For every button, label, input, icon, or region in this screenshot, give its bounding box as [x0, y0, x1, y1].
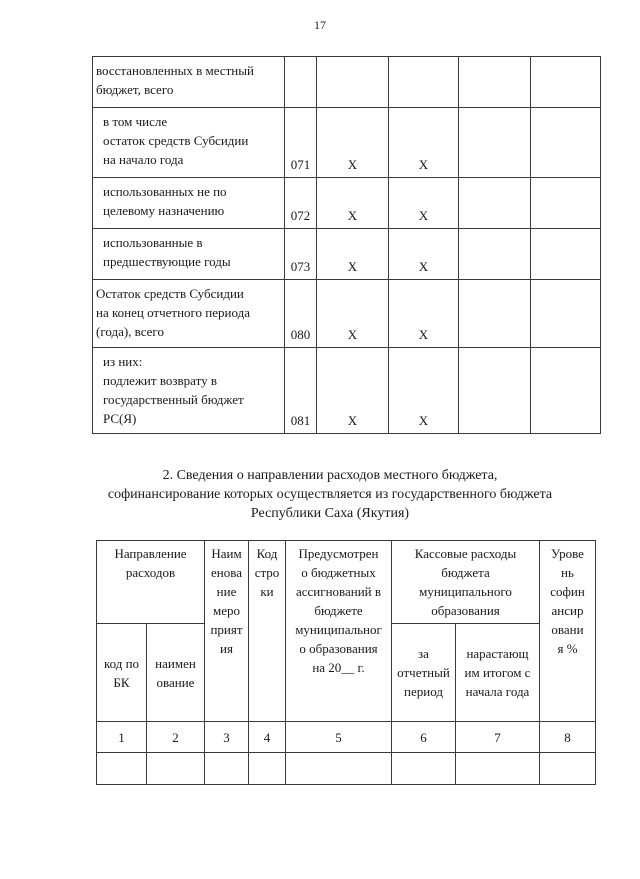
label-line: на начало года [103, 152, 184, 167]
title-line: 2. Сведения о направлении расходов местного бюджета, [162, 468, 498, 483]
column-number: 5 [286, 722, 392, 753]
empty-cell [286, 753, 392, 785]
col-b-cell: Х [389, 280, 459, 348]
empty-cell [97, 753, 147, 785]
col-a-cell: Х [317, 348, 389, 434]
label-line: использованные в [103, 235, 203, 250]
empty-cell [531, 280, 601, 348]
header-line: енова [211, 565, 242, 580]
header-line: им итогом с [464, 665, 531, 680]
empty-cell [531, 178, 601, 229]
empty-cell [459, 280, 531, 348]
header-line: прият [210, 622, 243, 637]
label-line: использованных не по [103, 184, 227, 199]
label-line: государственный бюджет [103, 392, 244, 407]
empty-cell [459, 57, 531, 108]
row-label [93, 178, 285, 229]
header-line: Код [256, 546, 278, 561]
col-b-cell: Х [389, 108, 459, 178]
label-line: Остаток средств Субсидии [96, 286, 244, 301]
empty-cell [531, 348, 601, 434]
header-line: Направление [114, 546, 187, 561]
header-line: период [404, 684, 443, 699]
column-number: 3 [205, 722, 249, 753]
row-code: 071 [285, 108, 317, 178]
table-row [93, 108, 601, 178]
label-line: на конец отчетного периода [96, 305, 250, 320]
local-budget-expenses-table [96, 540, 596, 785]
header-line: овани [551, 622, 584, 637]
header-line: муниципального [419, 584, 512, 599]
column-number: 8 [540, 722, 596, 753]
header-row [97, 541, 596, 624]
table-row [93, 229, 601, 280]
header-line: муниципальног [295, 622, 382, 637]
header-line: образования [431, 603, 500, 618]
col-a-cell: Х [317, 229, 389, 280]
col-b-cell: Х [389, 348, 459, 434]
header-line: ия [220, 641, 233, 656]
header-line: ние [216, 584, 237, 599]
label-line: предшествующие годы [103, 254, 231, 269]
col-b-cell: Х [389, 229, 459, 280]
header-line: нь [561, 565, 574, 580]
row-code: 072 [285, 178, 317, 229]
label-line: восстановленных в местный [96, 63, 254, 78]
row-code: 081 [285, 348, 317, 434]
label-line: (года), всего [96, 324, 164, 339]
label-line: остаток средств Субсидии [103, 133, 249, 148]
header-line: наимен [155, 655, 196, 671]
reporting-period-header [392, 624, 456, 722]
column-number: 4 [249, 722, 286, 753]
empty-cell [249, 753, 286, 785]
table-row [93, 57, 601, 108]
line-code-header [249, 541, 286, 722]
empty-cell [531, 229, 601, 280]
header-line: на 20__ г. [312, 660, 365, 675]
header-line: я % [557, 641, 578, 656]
section-2-title [60, 466, 600, 523]
row-code [285, 57, 317, 108]
title-line: софинансирование которых осуществляется из государственного бюджета [107, 487, 553, 502]
table-row [93, 178, 601, 229]
header-line: бюджета [441, 565, 490, 580]
col-a-cell: Х [317, 280, 389, 348]
empty-cell [459, 229, 531, 280]
empty-cell [392, 753, 456, 785]
header-line: бюджете [314, 603, 363, 618]
page-number: 17 [314, 18, 326, 32]
empty-cell [147, 753, 205, 785]
empty-cell [459, 348, 531, 434]
header-line: код по [103, 655, 140, 671]
empty-cell [540, 753, 596, 785]
title-line: Республики Саха (Якутия) [250, 506, 410, 521]
column-number: 7 [456, 722, 540, 753]
row-label [93, 57, 285, 108]
table-row [93, 348, 601, 434]
row-label [93, 229, 285, 280]
label-line: в том числе [103, 114, 168, 129]
header-line: Кассовые расходы [414, 546, 517, 561]
col-a-cell: Х [317, 108, 389, 178]
header-line: БК [113, 674, 130, 690]
empty-cell [531, 57, 601, 108]
header-line: отчетный [397, 665, 450, 680]
column-number: 1 [97, 722, 147, 753]
col-a-cell: Х [317, 178, 389, 229]
empty-cell [456, 753, 540, 785]
direction-header [97, 541, 205, 624]
header-line: расходов [125, 565, 176, 580]
header-line: за [418, 646, 429, 661]
planned-header [286, 541, 392, 722]
header-line: начала года [465, 684, 530, 699]
row-label [93, 348, 285, 434]
label-line: РС(Я) [103, 411, 137, 426]
col-a-cell [317, 57, 389, 108]
header-line: софин [550, 584, 585, 599]
empty-cell [459, 108, 531, 178]
label-line: бюджет, всего [96, 82, 174, 97]
cash-expenses-header [392, 541, 540, 624]
label-line: целевому назначению [103, 203, 225, 218]
table-row [93, 280, 601, 348]
cofinancing-level-header [540, 541, 596, 722]
naming-header [147, 624, 205, 722]
column-number: 2 [147, 722, 205, 753]
subsidy-balance-table [92, 56, 601, 434]
column-number: 6 [392, 722, 456, 753]
label-line: подлежит возврату в [103, 373, 217, 388]
header-line: стро [254, 565, 280, 580]
header-line: ансир [551, 603, 584, 618]
row-label [93, 280, 285, 348]
header-line: нарастающ [466, 646, 529, 661]
empty-cell [459, 178, 531, 229]
bk-code-header [97, 624, 147, 722]
row-label [93, 108, 285, 178]
header-line: Предусмотрен [298, 546, 379, 561]
event-name-header [205, 541, 249, 722]
row-code: 080 [285, 280, 317, 348]
col-b-cell: Х [389, 178, 459, 229]
empty-cell [205, 753, 249, 785]
column-number-row [97, 722, 596, 753]
header-line: о бюджетных [301, 565, 376, 580]
row-code: 073 [285, 229, 317, 280]
cumulative-header [456, 624, 540, 722]
header-line: ассигнований в [295, 584, 382, 599]
label-line: из них: [103, 354, 143, 369]
header-line: ки [260, 584, 274, 599]
header-line: Урове [551, 546, 584, 561]
empty-data-row [97, 753, 596, 785]
header-line: меро [213, 603, 240, 618]
header-line: о образования [299, 641, 378, 656]
col-b-cell [389, 57, 459, 108]
empty-cell [531, 108, 601, 178]
header-line: Наим [211, 546, 242, 561]
header-line: ование [156, 674, 195, 690]
